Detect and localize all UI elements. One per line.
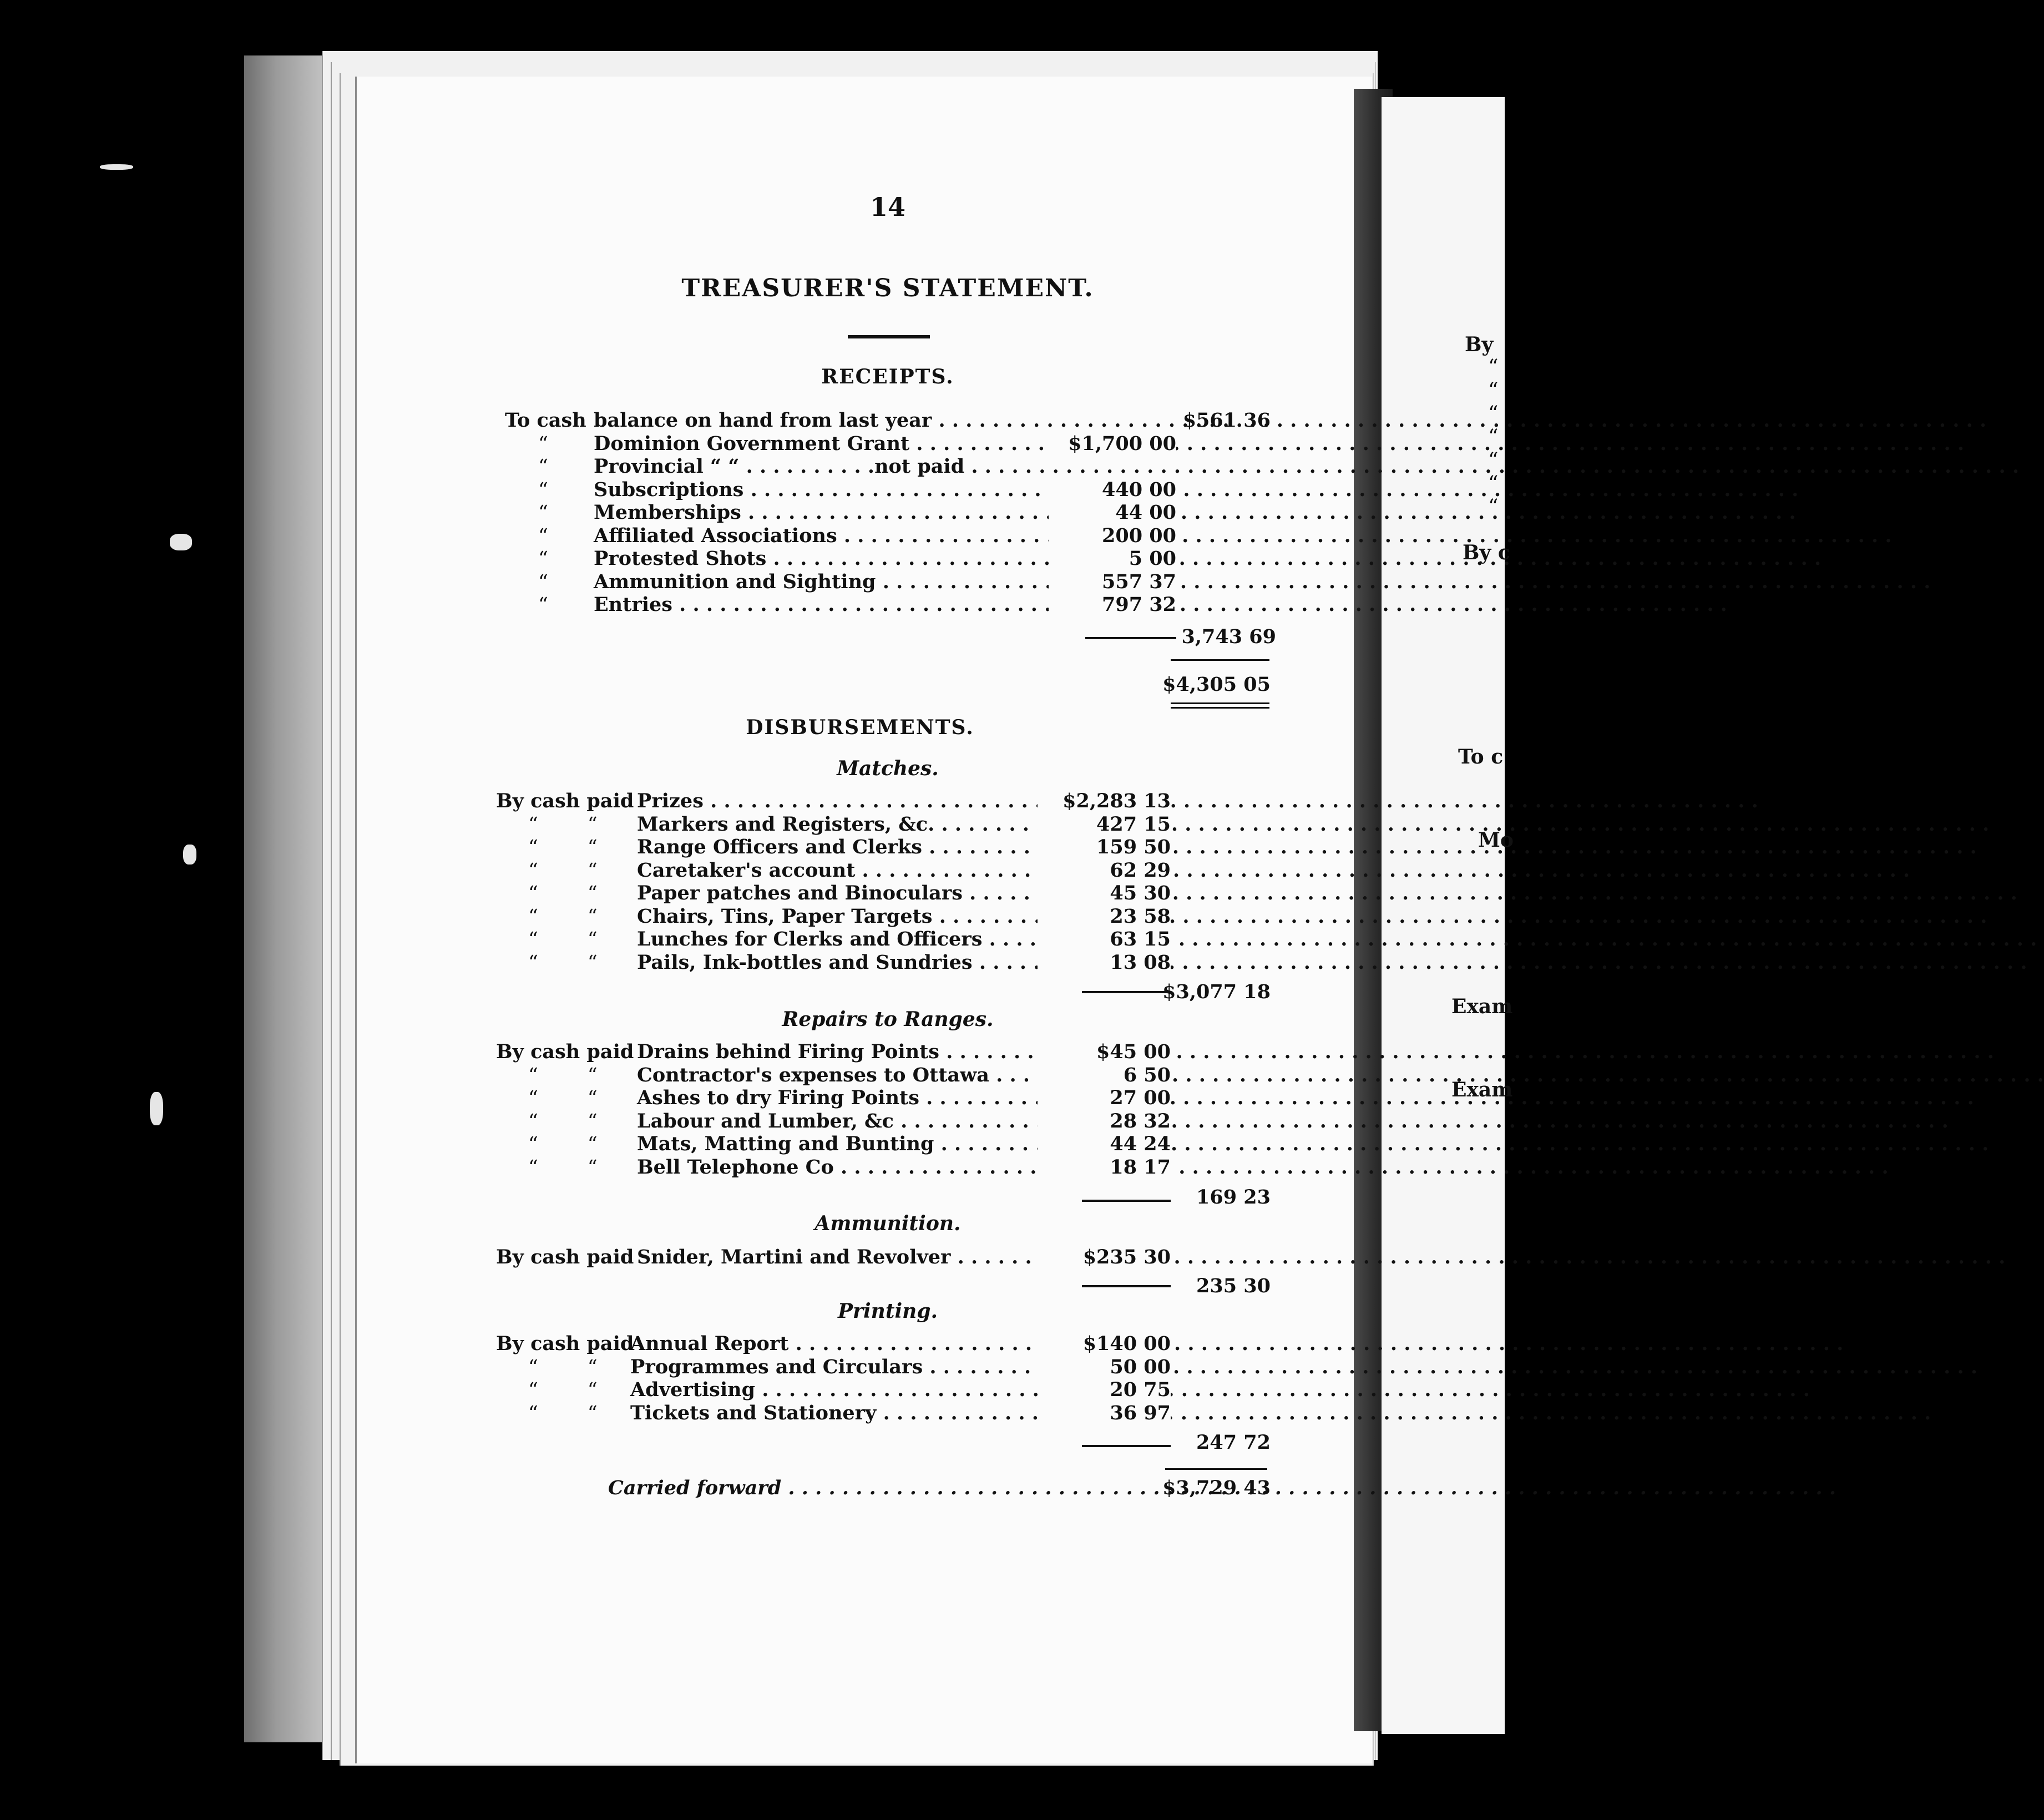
row-description: Dominion Government Grant . . . [594, 433, 1082, 455]
row-amount: 63 15 [1038, 928, 1171, 951]
row-lead: By cash paid [496, 1332, 634, 1355]
row-amount: 5 00 [1049, 548, 1176, 570]
row-lead: By cash paid [496, 1040, 634, 1063]
row-amount: 159 50 [1038, 836, 1171, 858]
row-description: Markers and Registers, &c. . . . [637, 813, 1082, 836]
title-rule [848, 335, 930, 338]
row-amount: 44 24 [1038, 1133, 1171, 1155]
section-total: 235 30 [1196, 1275, 1271, 1297]
facing-fragment: “ [1488, 472, 1499, 495]
row-amount: 36 97 [1038, 1402, 1171, 1424]
row-amount: 62 29 [1038, 860, 1171, 882]
row-description: Snider, Martini and Revolver . . . [637, 1246, 1082, 1268]
section-total: $3,077 18 [1162, 980, 1271, 1003]
ditto-mark: “ “ [528, 860, 598, 882]
receipts-grand-total: $4,305 05 [1162, 673, 1271, 696]
section-title: Ammunition. [814, 1212, 961, 1235]
ditto-mark: “ [538, 548, 548, 570]
ditto-mark: “ “ [528, 1379, 598, 1401]
facing-fragment: Mo [1478, 828, 1514, 852]
row-description: Affiliated Associations . . . [594, 525, 1082, 547]
facing-fragment: “ [1488, 356, 1499, 378]
row-amount: 44 00 [1049, 502, 1176, 524]
receipts-subtotal: 3,743 69 [1181, 625, 1276, 648]
ditto-mark: “ “ [528, 1356, 598, 1378]
ditto-mark: “ “ [528, 928, 598, 951]
ditto-mark: “ [538, 571, 548, 593]
page-number: 14 [869, 192, 905, 222]
grand-total-rule [1171, 702, 1269, 704]
facing-fragment: Exam [1451, 995, 1513, 1018]
ditto-mark: “ [538, 594, 548, 616]
row-amount: 23 58 [1038, 906, 1171, 928]
row-description: Bell Telephone Co . . . [637, 1156, 1082, 1179]
row-description: Annual Report . . . [630, 1333, 1082, 1355]
ditto-mark: “ “ [528, 1156, 598, 1179]
row-description: Programmes and Circulars . . . [630, 1356, 1082, 1378]
row-lead: To cash [505, 409, 586, 432]
row-description: Contractor's expenses to Ottawa . . . [637, 1064, 1082, 1086]
facing-fragment: Exam [1451, 1078, 1513, 1101]
row-description: Mats, Matting and Bunting . . . [637, 1133, 1082, 1155]
row-description: Range Officers and Clerks . . . [637, 836, 1082, 858]
row-amount: 557 37 [1049, 571, 1176, 593]
row-amount: $235 30 [1038, 1246, 1171, 1268]
row-amount: 50 00 [1038, 1356, 1171, 1378]
row-amount: 20 75 [1038, 1379, 1171, 1401]
facing-fragment: “ [1488, 449, 1499, 472]
carried-forward-total: $3,729 43 [1162, 1477, 1271, 1499]
ditto-mark: “ [538, 433, 548, 455]
facing-fragment: By c [1463, 541, 1510, 564]
carried-forward-label: Carried forward . . . [608, 1477, 1168, 1499]
ditto-mark: “ “ [528, 1064, 598, 1086]
row-amount: 440 00 [1049, 479, 1176, 501]
row-amount: 28 32 [1038, 1110, 1171, 1133]
ditto-mark: “ [538, 525, 548, 547]
ditto-mark: “ “ [528, 952, 598, 974]
section-total: 169 23 [1196, 1186, 1271, 1209]
section-title: Repairs to Ranges. [782, 1008, 994, 1031]
row-description: Tickets and Stationery . . . [630, 1402, 1082, 1424]
facing-fragment: By [1465, 333, 1494, 356]
facing-fragment: “ [1488, 496, 1499, 518]
row-amount: $45 00 [1038, 1041, 1171, 1063]
row-amount: $1,700 00 [1049, 433, 1176, 455]
ditto-mark: “ “ [528, 1087, 598, 1109]
row-description: Caretaker's account . . . [637, 860, 1082, 882]
row-description: Labour and Lumber, &c . . . [637, 1110, 1082, 1133]
row-amount: 18 17 [1038, 1156, 1171, 1179]
row-amount: 45 30 [1038, 882, 1171, 904]
facing-fragment: “ [1488, 379, 1499, 402]
row-description: Advertising . . . [630, 1379, 1082, 1401]
facing-fragment: To c [1458, 745, 1504, 769]
subtotal-rule [1171, 659, 1269, 661]
row-description: Ashes to dry Firing Points . . . [637, 1087, 1082, 1109]
row-lead: By cash paid [496, 790, 634, 812]
facing-fragment: “ [1488, 426, 1499, 448]
row-description: Drains behind Firing Points . . . [637, 1041, 1082, 1063]
row-lead: By cash paid [496, 1246, 634, 1268]
row-description: Protested Shots . . . [594, 548, 1082, 570]
row-description: Provincial “ “ . . . . . . . . . .not paid . . . [594, 456, 1082, 478]
ditto-mark: “ “ [528, 882, 598, 904]
section-title: Printing. [837, 1300, 938, 1323]
row-description: balance on hand from last year . . . [594, 410, 1082, 432]
row-total: $561 36 [1182, 409, 1271, 432]
row-description: Entries . . . [594, 594, 1082, 616]
row-amount: 200 00 [1049, 525, 1176, 547]
ditto-mark: “ “ [528, 1402, 598, 1424]
section-title: Matches. [837, 757, 939, 780]
row-description: Pails, Ink-bottles and Sundries . . . [637, 952, 1082, 974]
row-amount: 27 00 [1038, 1087, 1171, 1109]
row-description: Lunches for Clerks and Officers . . . [637, 928, 1082, 951]
row-description: Memberships . . . [594, 502, 1082, 524]
ditto-mark: “ [538, 479, 548, 501]
row-description: Ammunition and Sighting . . . [594, 571, 1082, 593]
page-title: TREASURER'S STATEMENT. [681, 274, 1094, 302]
row-amount: 797 32 [1049, 594, 1176, 616]
carried-forward-rule [1165, 1468, 1267, 1470]
ditto-mark: “ [538, 456, 548, 478]
ditto-mark: “ “ [528, 813, 598, 836]
receipts-heading: RECEIPTS. [821, 365, 954, 388]
row-description: Paper patches and Binoculars . . . [637, 882, 1082, 904]
section-total: 247 72 [1196, 1431, 1271, 1454]
ditto-mark: “ “ [528, 1110, 598, 1133]
grand-total-rule [1171, 707, 1269, 709]
facing-fragment: “ [1488, 402, 1499, 425]
ditto-mark: “ [538, 502, 548, 524]
row-amount: $140 00 [1038, 1333, 1171, 1355]
row-amount: $2,283 13 [1038, 790, 1171, 812]
ditto-mark: “ “ [528, 1133, 598, 1155]
disbursements-heading: DISBURSEMENTS. [746, 716, 974, 739]
ditto-mark: “ “ [528, 836, 598, 858]
row-amount: 6 50 [1038, 1064, 1171, 1086]
row-description: Prizes . . . [637, 790, 1082, 812]
row-description: Chairs, Tins, Paper Targets . . . [637, 906, 1082, 928]
row-amount: 13 08 [1038, 952, 1171, 974]
row-description: Subscriptions . . . [594, 479, 1082, 501]
ditto-mark: “ “ [528, 906, 598, 928]
row-amount: 427 15 [1038, 813, 1171, 836]
